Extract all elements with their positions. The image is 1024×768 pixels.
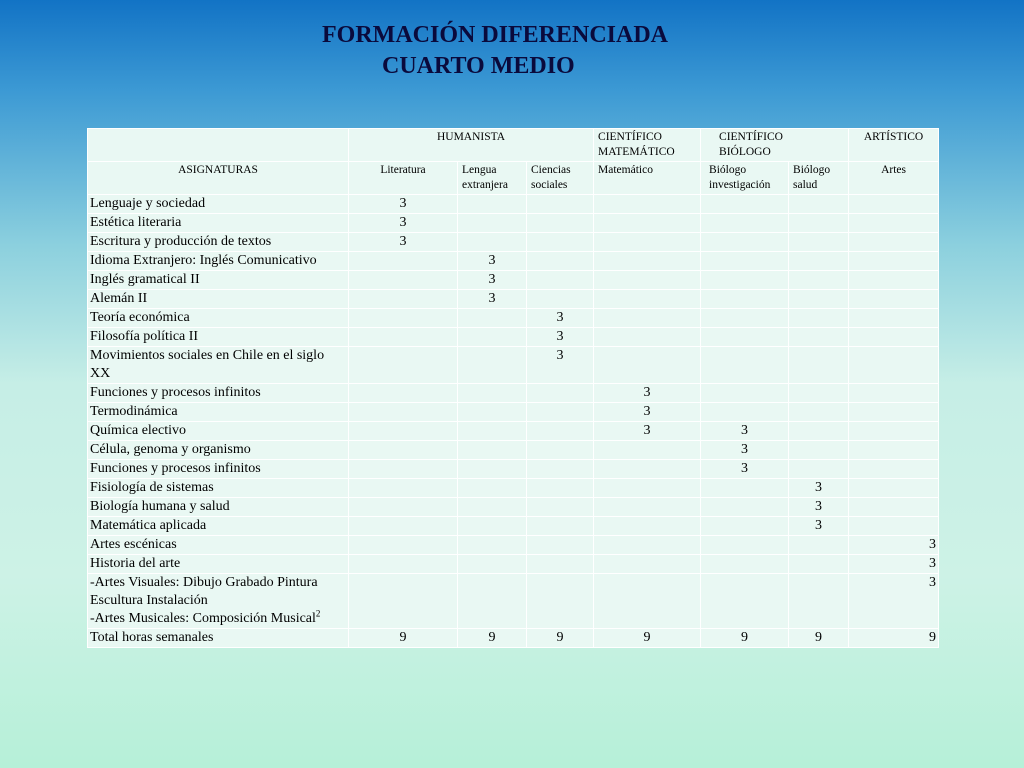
artes-line3: -Artes Musicales: Composición Musical [90, 611, 316, 626]
hours-cell [789, 555, 849, 574]
hours-cell: 3 [527, 309, 594, 328]
hours-cell: 3 [701, 460, 789, 479]
hours-cell [527, 441, 594, 460]
hours-cell [527, 271, 594, 290]
hours-cell [849, 347, 939, 384]
hours-cell [849, 403, 939, 422]
group-header-row [88, 129, 939, 162]
table-row [88, 309, 939, 328]
hours-cell [458, 460, 527, 479]
hours-cell [594, 214, 701, 233]
hours-cell: 3 [849, 536, 939, 555]
hours-cell [789, 328, 849, 347]
hours-cell [458, 214, 527, 233]
hours-cell [849, 252, 939, 271]
hours-cell [789, 290, 849, 309]
total-cell: 9 [458, 629, 527, 648]
table-row [88, 328, 939, 347]
hours-cell [701, 233, 789, 252]
title-line-1: FORMACIÓN DIFERENCIADA [322, 22, 668, 48]
hours-cell [594, 441, 701, 460]
total-cell: 9 [701, 629, 789, 648]
hours-cell [527, 422, 594, 441]
table-row [88, 460, 939, 479]
hours-cell [349, 555, 458, 574]
hours-cell [701, 498, 789, 517]
hours-cell [701, 195, 789, 214]
group-cientifico-matematico-line2: MATEMÁTICO [598, 146, 675, 158]
hours-cell [849, 498, 939, 517]
hours-cell [594, 328, 701, 347]
total-cell: 9 [349, 629, 458, 648]
hours-cell [349, 328, 458, 347]
hours-cell [701, 574, 789, 629]
hours-cell [527, 460, 594, 479]
table-row [88, 195, 939, 214]
hours-cell [527, 536, 594, 555]
artes-line2: Escultura Instalación [90, 593, 208, 608]
hours-cell [594, 479, 701, 498]
hours-cell: 3 [849, 555, 939, 574]
hours-cell [349, 271, 458, 290]
hours-cell [701, 252, 789, 271]
hours-cell [701, 403, 789, 422]
hours-cell [349, 517, 458, 536]
col-biologo-salud-line2: salud [793, 179, 818, 191]
hours-cell [527, 252, 594, 271]
hours-cell [701, 517, 789, 536]
hours-cell: 3 [701, 422, 789, 441]
table-row [88, 517, 939, 536]
hours-cell [458, 195, 527, 214]
hours-cell [701, 479, 789, 498]
group-cientifico-matematico [594, 129, 701, 162]
col-lengua-line2: extranjera [462, 179, 508, 191]
hours-cell [594, 536, 701, 555]
hours-cell [594, 460, 701, 479]
hours-cell [594, 290, 701, 309]
hours-cell [701, 290, 789, 309]
hours-cell [789, 309, 849, 328]
hours-cell [458, 479, 527, 498]
hours-cell [701, 214, 789, 233]
hours-cell [349, 347, 458, 384]
hours-cell [701, 384, 789, 403]
subject-name [88, 574, 349, 629]
table-row [88, 536, 939, 555]
hours-cell [349, 309, 458, 328]
subject-name-line1: Movimientos sociales en Chile en el siglo [90, 348, 325, 363]
hours-cell [458, 517, 527, 536]
hours-cell [849, 309, 939, 328]
hours-cell [458, 574, 527, 629]
hours-cell [594, 233, 701, 252]
subject-name: Idioma Extranjero: Inglés Comunicativo [88, 252, 349, 271]
subject-name: Matemática aplicada [88, 517, 349, 536]
hours-cell [789, 233, 849, 252]
hours-cell: 3 [594, 422, 701, 441]
col-matematico: Matemático [594, 162, 701, 195]
col-asignaturas: ASIGNATURAS [88, 162, 349, 195]
hours-cell [349, 252, 458, 271]
hours-cell [849, 214, 939, 233]
subject-name: Estética literaria [88, 214, 349, 233]
hours-cell [594, 252, 701, 271]
table-row [88, 441, 939, 460]
table-row [88, 271, 939, 290]
total-row [88, 629, 939, 648]
hours-cell: 3 [527, 347, 594, 384]
table-row [88, 252, 939, 271]
col-artes: Artes [849, 162, 939, 195]
subject-name: Célula, genoma y organismo [88, 441, 349, 460]
hours-cell: 3 [527, 328, 594, 347]
hours-cell: 3 [458, 271, 527, 290]
hours-cell [789, 403, 849, 422]
col-biologo-inv-line2: investigación [709, 179, 771, 191]
hours-cell: 3 [594, 384, 701, 403]
hours-cell [458, 309, 527, 328]
hours-cell: 3 [849, 574, 939, 629]
hours-cell: 3 [789, 498, 849, 517]
col-lengua-line1: Lengua [462, 164, 497, 176]
hours-cell [349, 574, 458, 629]
hours-cell [349, 384, 458, 403]
total-cell: 9 [849, 629, 939, 648]
subject-name: Filosofía política II [88, 328, 349, 347]
table-row [88, 479, 939, 498]
hours-cell [789, 441, 849, 460]
hours-cell [458, 498, 527, 517]
hours-cell [527, 233, 594, 252]
footnote-marker: 2 [315, 608, 321, 619]
hours-cell [349, 479, 458, 498]
hours-cell [458, 441, 527, 460]
hours-cell [458, 347, 527, 384]
hours-cell [789, 252, 849, 271]
hours-cell [349, 290, 458, 309]
hours-cell: 3 [789, 479, 849, 498]
hours-cell [789, 384, 849, 403]
hours-cell [849, 233, 939, 252]
hours-cell [527, 479, 594, 498]
hours-cell [349, 498, 458, 517]
hours-cell [789, 536, 849, 555]
col-biologo-salud-line1: Biólogo [793, 164, 831, 176]
group-artistico: ARTÍSTICO [849, 129, 939, 162]
hours-cell [458, 384, 527, 403]
subject-name: Química electivo [88, 422, 349, 441]
hours-cell [527, 384, 594, 403]
hours-cell [527, 290, 594, 309]
col-lengua-extranjera [458, 162, 527, 195]
col-ciencias-line1: Ciencias [531, 164, 571, 176]
subject-name: Fisiología de sistemas [88, 479, 349, 498]
group-humanista: HUMANISTA [349, 129, 594, 162]
hours-cell [701, 555, 789, 574]
hours-cell [349, 441, 458, 460]
hours-cell: 3 [349, 195, 458, 214]
hours-cell: 3 [458, 290, 527, 309]
header-blank-cell [88, 129, 349, 162]
hours-cell [594, 517, 701, 536]
hours-cell [458, 536, 527, 555]
hours-cell [349, 422, 458, 441]
col-biologo-salud [789, 162, 849, 195]
hours-cell [527, 403, 594, 422]
hours-cell [594, 574, 701, 629]
hours-cell [527, 498, 594, 517]
table-row [88, 574, 939, 629]
curriculum-table [87, 128, 939, 648]
hours-cell [349, 460, 458, 479]
hours-cell: 3 [789, 517, 849, 536]
hours-cell [849, 290, 939, 309]
table-row [88, 498, 939, 517]
hours-cell [701, 271, 789, 290]
hours-cell [849, 271, 939, 290]
group-cientifico-matematico-line1: CIENTÍFICO [598, 131, 662, 143]
hours-cell [849, 422, 939, 441]
subject-name: Teoría económica [88, 309, 349, 328]
hours-cell [789, 214, 849, 233]
hours-cell [594, 555, 701, 574]
hours-cell [789, 195, 849, 214]
hours-cell [701, 347, 789, 384]
group-cientifico-biologo [701, 129, 849, 162]
hours-cell [349, 536, 458, 555]
table-row [88, 290, 939, 309]
hours-cell [458, 233, 527, 252]
subject-name-line2: XX [90, 366, 111, 381]
hours-cell [849, 460, 939, 479]
artes-line1: -Artes Visuales: Dibujo Grabado Pintura [90, 575, 318, 590]
hours-cell [701, 536, 789, 555]
col-biologo-investigacion [701, 162, 789, 195]
hours-cell: 3 [349, 233, 458, 252]
hours-cell [527, 574, 594, 629]
hours-cell [849, 517, 939, 536]
subject-name [88, 347, 349, 384]
column-header-row [88, 162, 939, 195]
hours-cell [849, 328, 939, 347]
subject-name: Lenguaje y sociedad [88, 195, 349, 214]
hours-cell [849, 195, 939, 214]
subject-name: Inglés gramatical II [88, 271, 349, 290]
table-row [88, 214, 939, 233]
hours-cell [789, 422, 849, 441]
table-row [88, 403, 939, 422]
hours-cell [458, 555, 527, 574]
subject-name: Alemán II [88, 290, 349, 309]
total-cell: 9 [527, 629, 594, 648]
hours-cell: 3 [594, 403, 701, 422]
hours-cell [527, 214, 594, 233]
hours-cell [594, 195, 701, 214]
hours-cell [789, 271, 849, 290]
subject-name: Funciones y procesos infinitos [88, 384, 349, 403]
group-cientifico-biologo-line2: BIÓLOGO [719, 146, 771, 158]
group-cientifico-biologo-line1: CIENTÍFICO [719, 131, 783, 143]
hours-cell: 3 [349, 214, 458, 233]
col-literatura: Literatura [349, 162, 458, 195]
hours-cell [849, 384, 939, 403]
table-row [88, 347, 939, 384]
subject-name: Historia del arte [88, 555, 349, 574]
title-line-2: CUARTO MEDIO [382, 53, 575, 79]
subject-name: Artes escénicas [88, 536, 349, 555]
hours-cell [527, 555, 594, 574]
hours-cell [789, 574, 849, 629]
hours-cell [349, 403, 458, 422]
hours-cell [789, 460, 849, 479]
hours-cell [458, 328, 527, 347]
total-cell: 9 [789, 629, 849, 648]
hours-cell [594, 309, 701, 328]
hours-cell [527, 517, 594, 536]
table-row [88, 384, 939, 403]
subject-name: Escritura y producción de textos [88, 233, 349, 252]
table-row [88, 233, 939, 252]
col-ciencias-line2: sociales [531, 179, 568, 191]
hours-cell [701, 309, 789, 328]
hours-cell [701, 328, 789, 347]
hours-cell [594, 271, 701, 290]
col-ciencias-sociales [527, 162, 594, 195]
col-biologo-inv-line1: Biólogo [709, 164, 747, 176]
total-label: Total horas semanales [88, 629, 349, 648]
subject-name: Funciones y procesos infinitos [88, 460, 349, 479]
hours-cell [458, 422, 527, 441]
hours-cell [594, 498, 701, 517]
subject-name: Biología humana y salud [88, 498, 349, 517]
hours-cell [849, 441, 939, 460]
hours-cell: 3 [458, 252, 527, 271]
hours-cell [849, 479, 939, 498]
table-row [88, 422, 939, 441]
table-row [88, 555, 939, 574]
total-cell: 9 [594, 629, 701, 648]
hours-cell [789, 347, 849, 384]
hours-cell [527, 195, 594, 214]
hours-cell [594, 347, 701, 384]
hours-cell: 3 [701, 441, 789, 460]
hours-cell [458, 403, 527, 422]
subject-name: Termodinámica [88, 403, 349, 422]
